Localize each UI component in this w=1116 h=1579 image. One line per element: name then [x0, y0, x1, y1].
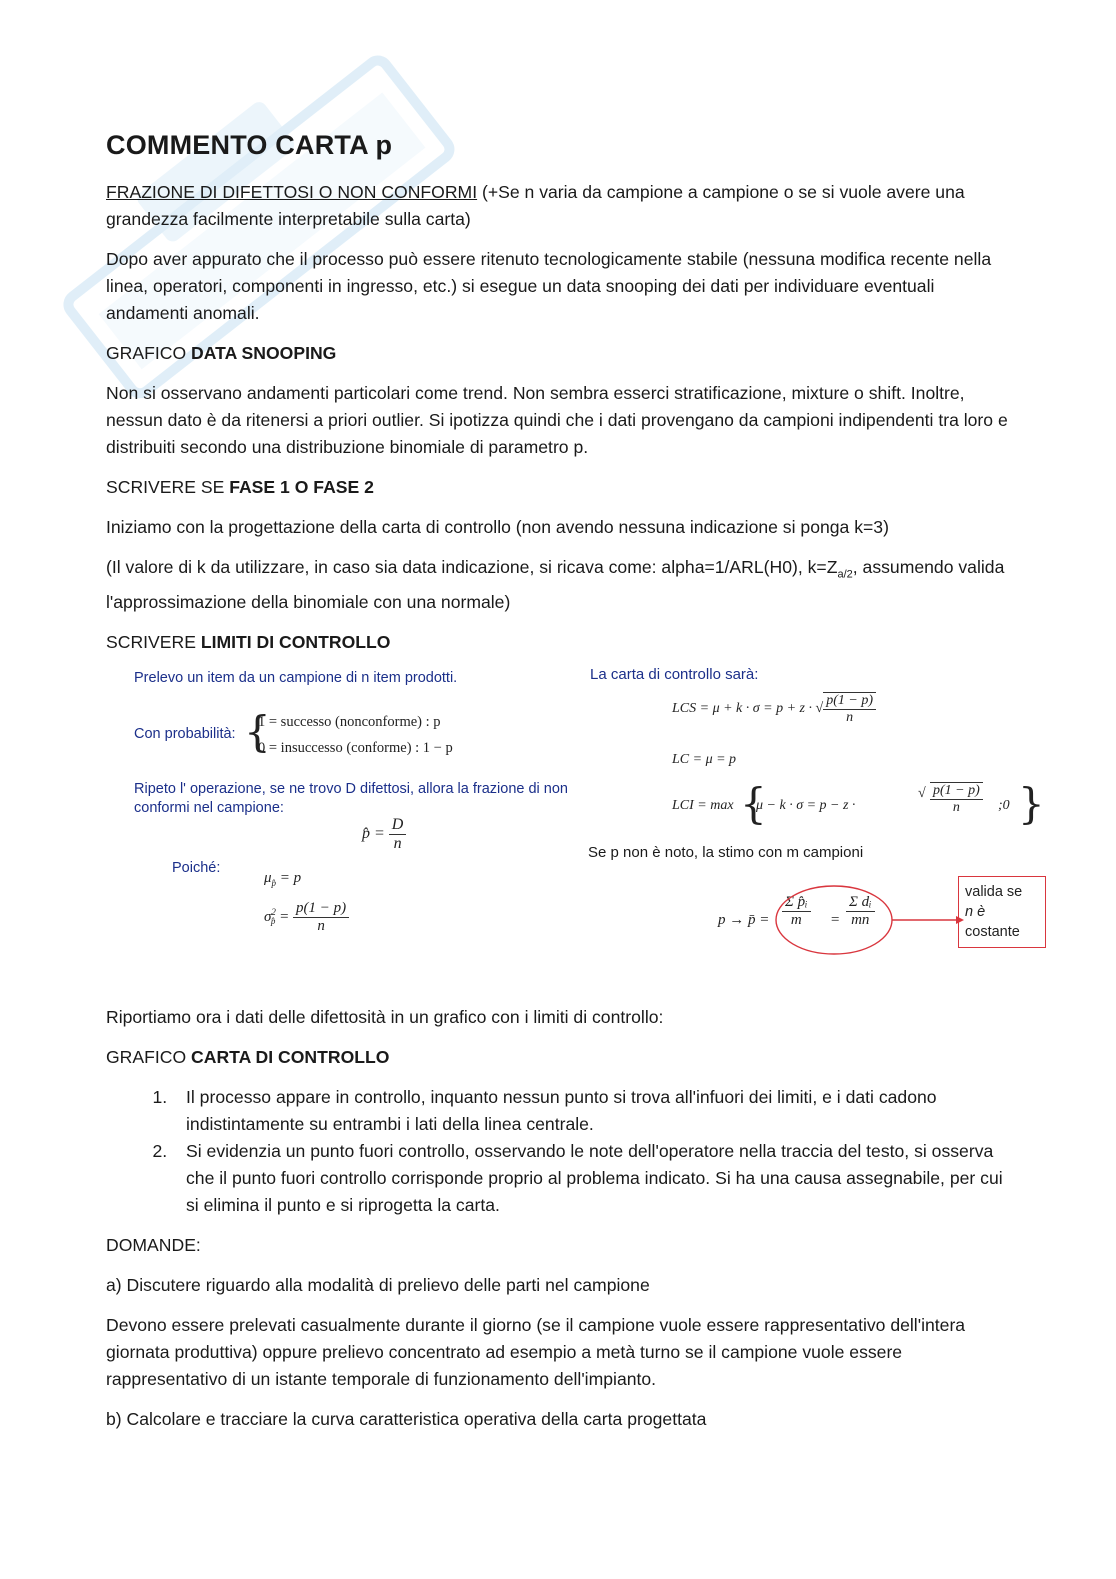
question-a: a) Discutere riguardo alla modalità di prelievo delle parti nel campione	[106, 1274, 650, 1295]
right-title: La carta di controllo sarà:	[590, 665, 759, 683]
heading-prefix: GRAFICO	[106, 343, 192, 363]
estimate-equation: p → p̄ = $\frac{\text{Σ p̂ᵢ}}{m}$ = $\frac{\text{Σ dᵢ}}{mn}$	[718, 886, 958, 956]
frac-num: D	[389, 816, 407, 835]
k-before: (Il valore di k da utilizzare, in caso sia data indicazione, si ricava come: alpha=1/ARL(H0), k=Z	[106, 557, 838, 577]
document-body	[106, 130, 1045, 1446]
heading-bold: FASE 1 O FASE 2	[229, 477, 374, 497]
question-b: b) Calcolare e tracciare la curva caratteristica operativa della carta progettata	[106, 1408, 707, 1429]
list-item: 2. Si evidenzia un punto fuori controllo, osservando le note dell'operatore nella traccia del testo, si osserva che il punto fuori controllo corrisponde proprio al problema indicato. Si ha una causa assegnabile, per cui si elimina il punto e si riprogetta la carta.	[172, 1138, 1016, 1219]
not-known-text: Se p non è noto, la stimo con m campioni	[588, 843, 864, 861]
sigma-symbol: σ	[264, 908, 272, 925]
mu-symbol: μ	[264, 869, 272, 886]
frac-num: Σ p̂ᵢ	[782, 894, 811, 912]
control-limits-figure	[106, 662, 1045, 992]
probability-block	[134, 706, 574, 762]
heading-prefix: SCRIVERE SE	[106, 477, 230, 497]
repeat-text: Ripeto l' operazione, se ne trovo D difettosi, allora la frazione di non conformi nel campione:	[134, 780, 568, 816]
box-line-3: costante	[965, 923, 1020, 940]
lcs-fraction	[823, 692, 876, 726]
lci-equation: LCI = max { μ − k · σ = p − z · √ $\frac{p(1 - p)}{n}$ ;0 }	[672, 778, 1045, 828]
list-item: 1. Il processo appare in controllo, inquanto nessun punto si trova all'infuori dei limiti, e i dati cadono indistintamente su entrambi i lati della linea centrale.	[172, 1084, 1016, 1138]
sigma-fraction	[293, 900, 349, 935]
sigma-equation: $\sigma^2_{p̂}$ = $\frac{p(1 - p)}{n}$	[264, 900, 349, 935]
stability-paragraph: Dopo aver appurato che il processo può essere ritenuto tecnologicamente stabile (nessuna modifica recente nella linea, operatori, componenti in ingresso, etc.) si esegue un data snooping dei dati per individuare eventuali andamenti anomali.	[106, 249, 992, 323]
intro-underlined: FRAZIONE DI DIFETTOSI O NON CONFORMI	[106, 182, 478, 202]
frac-den: n	[393, 834, 402, 852]
highlight-circle-icon	[766, 882, 966, 958]
case-1: 1 = successo (nonconforme) : p	[258, 713, 441, 730]
frac-den: n	[317, 917, 325, 934]
intro-paragraph	[106, 179, 1016, 233]
page-title: COMMENTO CARTA p	[106, 130, 393, 160]
box-line-1: valida se	[965, 883, 1023, 900]
heading-limits	[106, 629, 1016, 656]
lcs-text: LCS = μ + k · σ = p + z ·	[672, 700, 813, 716]
frac-num: Σ dᵢ	[846, 894, 875, 912]
intro-rest: (+Se n varia da campione a campione o se si vuole avere una grandezza facilmente interpretabile sulla carta)	[106, 182, 965, 229]
figure-left-panel	[134, 662, 584, 992]
phat-fraction	[389, 816, 407, 853]
k-after: , assumendo valida l'approssimazione della binomiale con una normale)	[106, 557, 1005, 612]
frac-den: n	[952, 799, 960, 815]
lci-label: LCI = max	[672, 797, 734, 813]
frac-den: m	[790, 911, 802, 928]
lci-fraction	[930, 782, 983, 816]
right-brace-icon: }	[1018, 778, 1045, 828]
validity-note-box	[958, 876, 1046, 948]
phat-lhs: p̂ =	[362, 824, 385, 842]
design-paragraph: Iniziamo con la progettazione della carta di controllo (non avendo nessuna indicazione si ponga k=3)	[106, 517, 889, 537]
heading-prefix: GRAFICO	[106, 1046, 192, 1067]
answer-a: Devono essere prelevati casualmente durante il giorno (se il campione vuole essere rappresentativo dell'intera giornata produttiva) oppure prelievo concentrato ad esempio a metà turno se il campione vuole essere rappresentativo di un istante temporale di funzionamento dell'impianto.	[106, 1314, 966, 1389]
heading-bold: LIMITI DI CONTROLLO	[200, 631, 391, 652]
mu-equation: $\mu_{p̂} = p$	[264, 869, 302, 888]
heading-fase	[106, 474, 1016, 501]
left-brace-icon: {	[740, 778, 767, 828]
heading-chart	[106, 1044, 1016, 1071]
lc-equation: LC = μ = p	[672, 751, 737, 767]
heading-bold: DATA SNOOPING	[191, 343, 337, 363]
phat-equation	[362, 816, 406, 853]
heading-data-snooping	[106, 340, 1016, 367]
fig-line-1: Prelevo un item da un campione di n item prodotti.	[134, 669, 458, 686]
heading-bold: CARTA DI CONTROLLO	[191, 1046, 390, 1067]
lci-body: μ − k · σ = p − z ·	[756, 797, 856, 813]
k-sub: a/2	[837, 568, 853, 581]
brace-icon: {	[244, 706, 271, 756]
report-paragraph: Riportiamo ora i dati delle difettosità in un grafico con i limiti di controllo:	[106, 1006, 664, 1027]
lcs-equation: LCS = μ + k · σ = p + z · √ $\frac{p(1 - p)}{n}$	[672, 692, 876, 726]
domande-heading: DOMANDE:	[106, 1234, 201, 1255]
frac-den: n	[846, 709, 854, 725]
frac-den: mn	[851, 911, 870, 928]
heading-prefix: SCRIVERE	[106, 631, 201, 652]
est-lhs: p → p̄ =	[718, 911, 770, 928]
case-0: 0 = insuccesso (conforme) : 1 − p	[258, 739, 453, 756]
box-line-2: n è	[965, 903, 986, 920]
frac-num: p(1 − p)	[930, 783, 983, 800]
figure-right-panel	[588, 654, 1058, 984]
lci-tail: ;0	[998, 797, 1010, 813]
with-prob-label: Con probabilità:	[134, 725, 236, 742]
frac-num: p(1 − p)	[293, 900, 349, 918]
snooping-paragraph: Non si osservano andamenti particolari come trend. Non sembra esserci stratificazione, mixture o shift. Inoltre, nessun dato è da ritenersi a priori outlier. Si ipotizza quindi che i dati provengano da campioni indipendenti tra loro e distribuiti secondo una distribuzione binomiale di parametro p.	[106, 383, 1008, 457]
outcome-list	[106, 1084, 1016, 1219]
mu-rhs: = p	[279, 869, 302, 886]
k-paragraph	[106, 554, 1016, 616]
poiche-label: Poiché:	[172, 859, 221, 876]
frac-num: p(1 − p)	[823, 693, 876, 710]
